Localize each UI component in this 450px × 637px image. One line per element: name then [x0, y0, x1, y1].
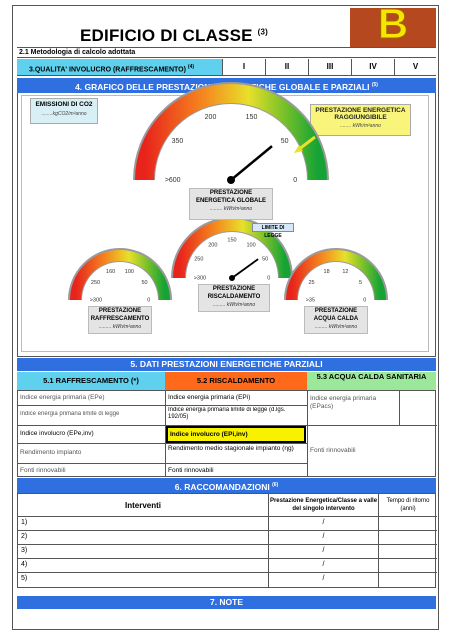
rec-sep-2: /	[322, 533, 325, 540]
gauge-acqua-tick-5: 0	[363, 297, 367, 304]
col-raffrescamento-header: 5.1 RAFFRESCAMENTO (*)	[17, 372, 165, 390]
gauge-globale-tick-4: 50	[280, 138, 289, 146]
reachable-performance-box: PRESTAZIONE ENERGETICA RAGGIUNGIBILE ........ kWh/m²anno	[310, 104, 411, 136]
gauge-acqua-label: PRESTAZIONE ACQUA CALDA ......... kWh/m²anno	[304, 306, 368, 334]
rec-row-2: 2)	[21, 533, 28, 540]
gauge-acqua-tick-2: 18	[323, 268, 330, 275]
gauge-raffrescamento-tick-1: 250	[90, 279, 101, 286]
recommendations-table	[17, 493, 436, 588]
co2-emissions-box: EMISSIONI DI CO2 ........kgCO2/m²anno	[30, 98, 98, 124]
section7-title: 7. NOTE	[17, 596, 436, 609]
risc-row-1: Indice energia primaria (EPi)	[168, 394, 251, 401]
rec-sep-5: /	[322, 575, 325, 582]
risc-row-2: Indice energia primaria limite di legge (d.lgs. 192/05)	[168, 407, 286, 420]
gauge-globale-hub	[227, 176, 235, 184]
gauge-riscaldamento-tick-2: 200	[208, 242, 218, 249]
rec-row-5: 5)	[21, 575, 28, 582]
method-label: 2.1 Metodologia di calcolo adottata	[17, 47, 436, 58]
gauge-globale	[145, 94, 318, 185]
envelope-class-1: I	[222, 59, 265, 75]
rec-sep-3: /	[322, 547, 325, 554]
risc-row-4: Rendimento medio stagionale impianto (ηg)	[168, 445, 294, 452]
gauge-globale-tick-2: 200	[204, 114, 217, 122]
rec-row-3: 3)	[21, 547, 28, 554]
raffr-row-1: Indice energia primaria (EPe)	[20, 394, 105, 401]
rec-row-4: 4)	[21, 561, 28, 568]
gauge-globale-tick-5: 0	[293, 177, 298, 185]
gauge-riscaldamento-tick-0: >300	[193, 275, 207, 282]
legal-limit-box: LIMITE DI LEGGE	[252, 223, 294, 232]
rec-row-1: 1)	[21, 519, 28, 526]
rec-sep-4: /	[322, 561, 325, 568]
envelope-class-4: IV	[351, 59, 394, 75]
gauge-riscaldamento-tick-1: 250	[194, 256, 204, 263]
gauge-riscaldamento-tick-5: 50	[262, 256, 269, 263]
gauge-acqua-tick-0: >35	[305, 297, 316, 304]
gauge-raffrescamento	[76, 256, 165, 304]
header-tempo: Tempo di ritorno (anni)	[386, 498, 430, 512]
risc-row-3-highlight: Indice involucro (EPi,inv)	[166, 426, 306, 443]
col-acqua-header: 5.3 ACQUA CALDA SANITARIA	[307, 372, 436, 390]
raffr-row-3: Indice involucro (EPe,inv)	[20, 430, 94, 437]
gauge-globale-label: PRESTAZIONE ENERGETICA GLOBALE ......... kWh/m²anno	[189, 188, 273, 220]
gauge-riscaldamento-label: PRESTAZIONE RISCALDAMENTO ......... kWh/m²anno	[198, 284, 270, 312]
gauge-riscaldamento-hub	[229, 275, 235, 281]
section6-title: 6. RACCOMANDAZIONI $^{(6)}$	[17, 478, 436, 493]
acqua-row-1: Indice energia primaria (EPacs)	[310, 395, 377, 410]
gauge-raffrescamento-tick-4: 50	[141, 279, 148, 286]
gauge-raffrescamento-label: PRESTAZIONE RAFFRESCAMENTO ......... kWh/m²anno	[88, 306, 152, 334]
gauge-globale-tick-0: >600	[164, 177, 181, 185]
header-interventi: Interventi	[124, 501, 161, 510]
gauge-riscaldamento-tick-4: 100	[246, 242, 256, 249]
raffr-row-2: Indice energia primaria limite di legge	[20, 411, 120, 417]
gauge-riscaldamento-tick-3: 150	[227, 237, 237, 244]
gauge-raffrescamento-tick-5: 0	[147, 297, 151, 304]
energy-class-letter: B	[377, 0, 409, 47]
envelope-class-3: III	[308, 59, 351, 75]
gauge-acqua-tick-1: 25	[308, 279, 315, 286]
header-prestazione: Prestazione Energetica/Classe a valle del singolo intervento	[269, 498, 378, 512]
raffr-row-5: Fonti rinnovabili	[20, 467, 66, 474]
rec-sep-1: /	[322, 519, 325, 526]
acqua-row-2: Fonti rinnovabili	[310, 447, 356, 454]
gauge-acqua-tick-3: 12	[342, 268, 349, 275]
gauge-riscaldamento-tick-6: 0	[267, 275, 271, 282]
gauge-raffrescamento-tick-2: 160	[106, 268, 116, 275]
page-title: EDIFICIO DI CLASSE $^{(3)}$	[80, 26, 268, 45]
raffr-row-4: Rendimento impianto	[20, 449, 82, 456]
section4-title: 4. GRAFICO DELLE PRESTAZIONI ENERGETICHE GLOBALE E PARZIALI $^{(5)}$	[17, 78, 436, 93]
col-riscaldamento-header: 5.2 RISCALDAMENTO	[165, 372, 307, 390]
gauge-globale-tick-3: 150	[245, 114, 258, 122]
gauge-acqua	[292, 256, 381, 304]
gauge-acqua-tick-4: 5	[358, 279, 363, 286]
envelope-quality-label: 3.QUALITA' INVOLUCRO (RAFFRESCAMENTO) $^{(4)}$	[17, 59, 222, 75]
gauge-raffrescamento-tick-3: 100	[124, 268, 134, 275]
envelope-class-5: V	[394, 59, 436, 75]
gauge-globale-tick-1: 350	[171, 138, 184, 146]
risc-row-5: Fonti rinnovabili	[168, 467, 214, 474]
envelope-class-2: II	[265, 59, 308, 75]
section5-table	[17, 390, 436, 477]
section5-title: 5. DATI PRESTAZIONI ENERGETICHE PARZIALI	[17, 358, 436, 371]
gauge-raffrescamento-tick-0: >300	[89, 297, 103, 304]
